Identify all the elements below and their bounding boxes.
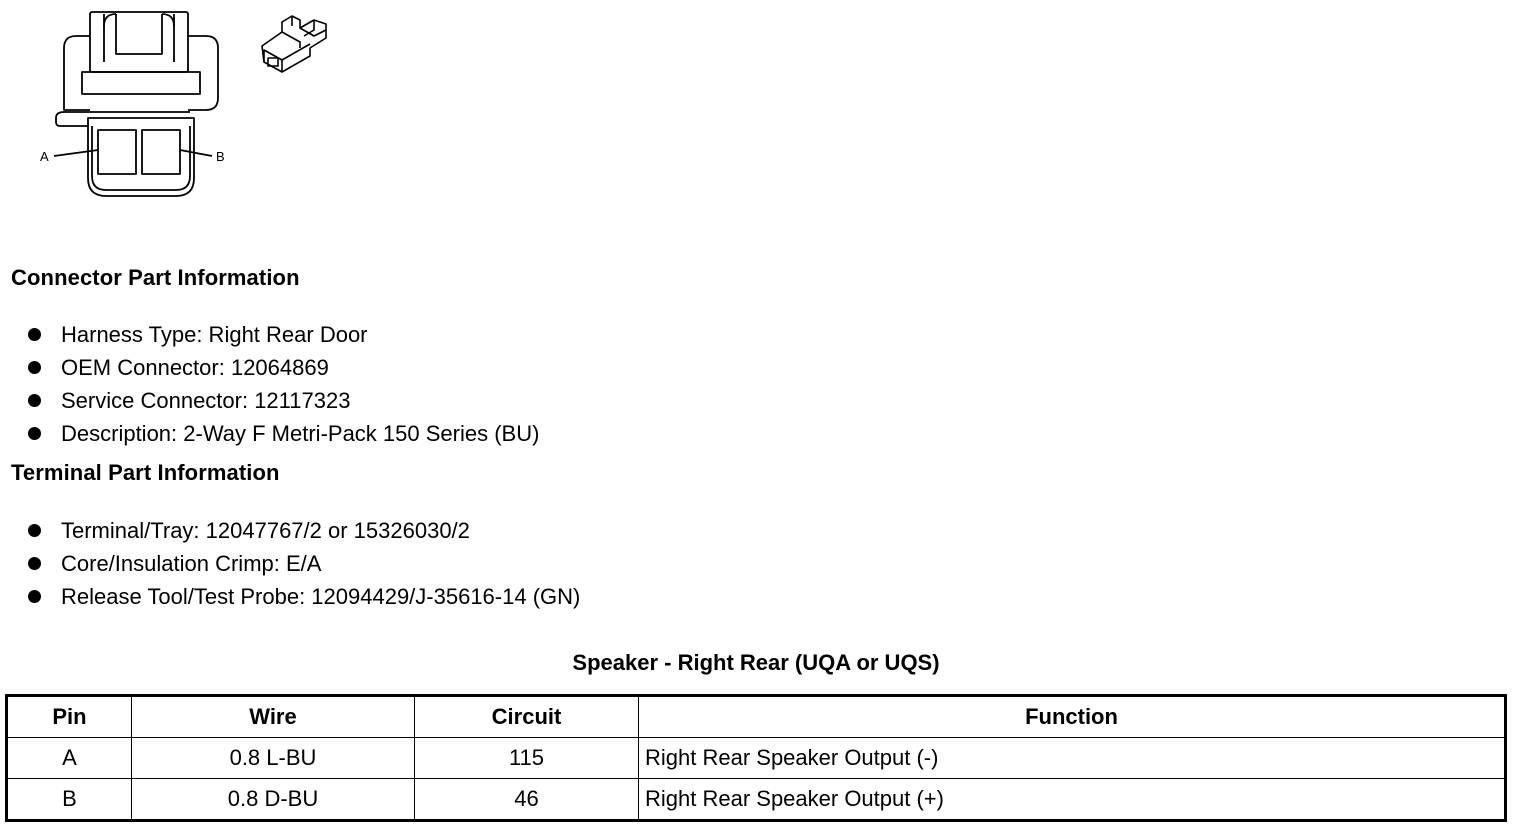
bullet-icon (28, 328, 41, 341)
cell-pin: A (7, 738, 132, 779)
list-item-text: Description: 2-Way F Metri-Pack 150 Series (BU) (61, 421, 540, 446)
pin-a-label: A (40, 149, 49, 164)
connector-face-diagram (30, 6, 230, 206)
list-item (28, 417, 539, 450)
list-item-text: Core/Insulation Crimp: E/A (61, 551, 322, 576)
list-item (28, 318, 539, 351)
list-item (28, 384, 539, 417)
bullet-icon (28, 394, 41, 407)
cell-pin: B (7, 779, 132, 821)
header-pin: Pin (7, 696, 132, 738)
pin-table (5, 694, 1507, 822)
list-item (28, 514, 580, 547)
cell-circuit: 115 (415, 738, 639, 779)
bullet-icon (28, 557, 41, 570)
table-header-row (7, 696, 1506, 738)
cell-circuit: 46 (415, 779, 639, 821)
connector-part-info-list (28, 318, 539, 450)
cell-function: Right Rear Speaker Output (-) (639, 738, 1506, 779)
cell-wire: 0.8 L-BU (132, 738, 415, 779)
list-item-text: Terminal/Tray: 12047767/2 or 15326030/2 (61, 518, 470, 543)
bullet-icon (28, 361, 41, 374)
connector-isometric-view (252, 8, 352, 88)
list-item (28, 351, 539, 384)
connector-part-info-heading: Connector Part Information (11, 265, 300, 290)
list-item-text: Service Connector: 12117323 (61, 388, 351, 413)
cell-function: Right Rear Speaker Output (+) (639, 779, 1506, 821)
bullet-icon (28, 524, 41, 537)
list-item (28, 580, 580, 613)
pin-b-label: B (216, 149, 225, 164)
list-item-text: Release Tool/Test Probe: 12094429/J-35616-14 (GN) (61, 584, 581, 609)
bullet-icon (28, 427, 41, 440)
header-wire: Wire (132, 696, 415, 738)
cell-wire: 0.8 D-BU (132, 779, 415, 821)
header-function: Function (639, 696, 1506, 738)
list-item (28, 547, 580, 580)
table-row (7, 779, 1506, 821)
list-item-text: OEM Connector: 12064869 (61, 355, 329, 380)
table-row (7, 738, 1506, 779)
pin-table-title: Speaker - Right Rear (UQA or UQS) (572, 650, 940, 675)
terminal-part-info-heading: Terminal Part Information (11, 460, 280, 485)
list-item-text: Harness Type: Right Rear Door (61, 322, 368, 347)
bullet-icon (28, 590, 41, 603)
header-circuit: Circuit (415, 696, 639, 738)
terminal-part-info-list (28, 514, 580, 613)
